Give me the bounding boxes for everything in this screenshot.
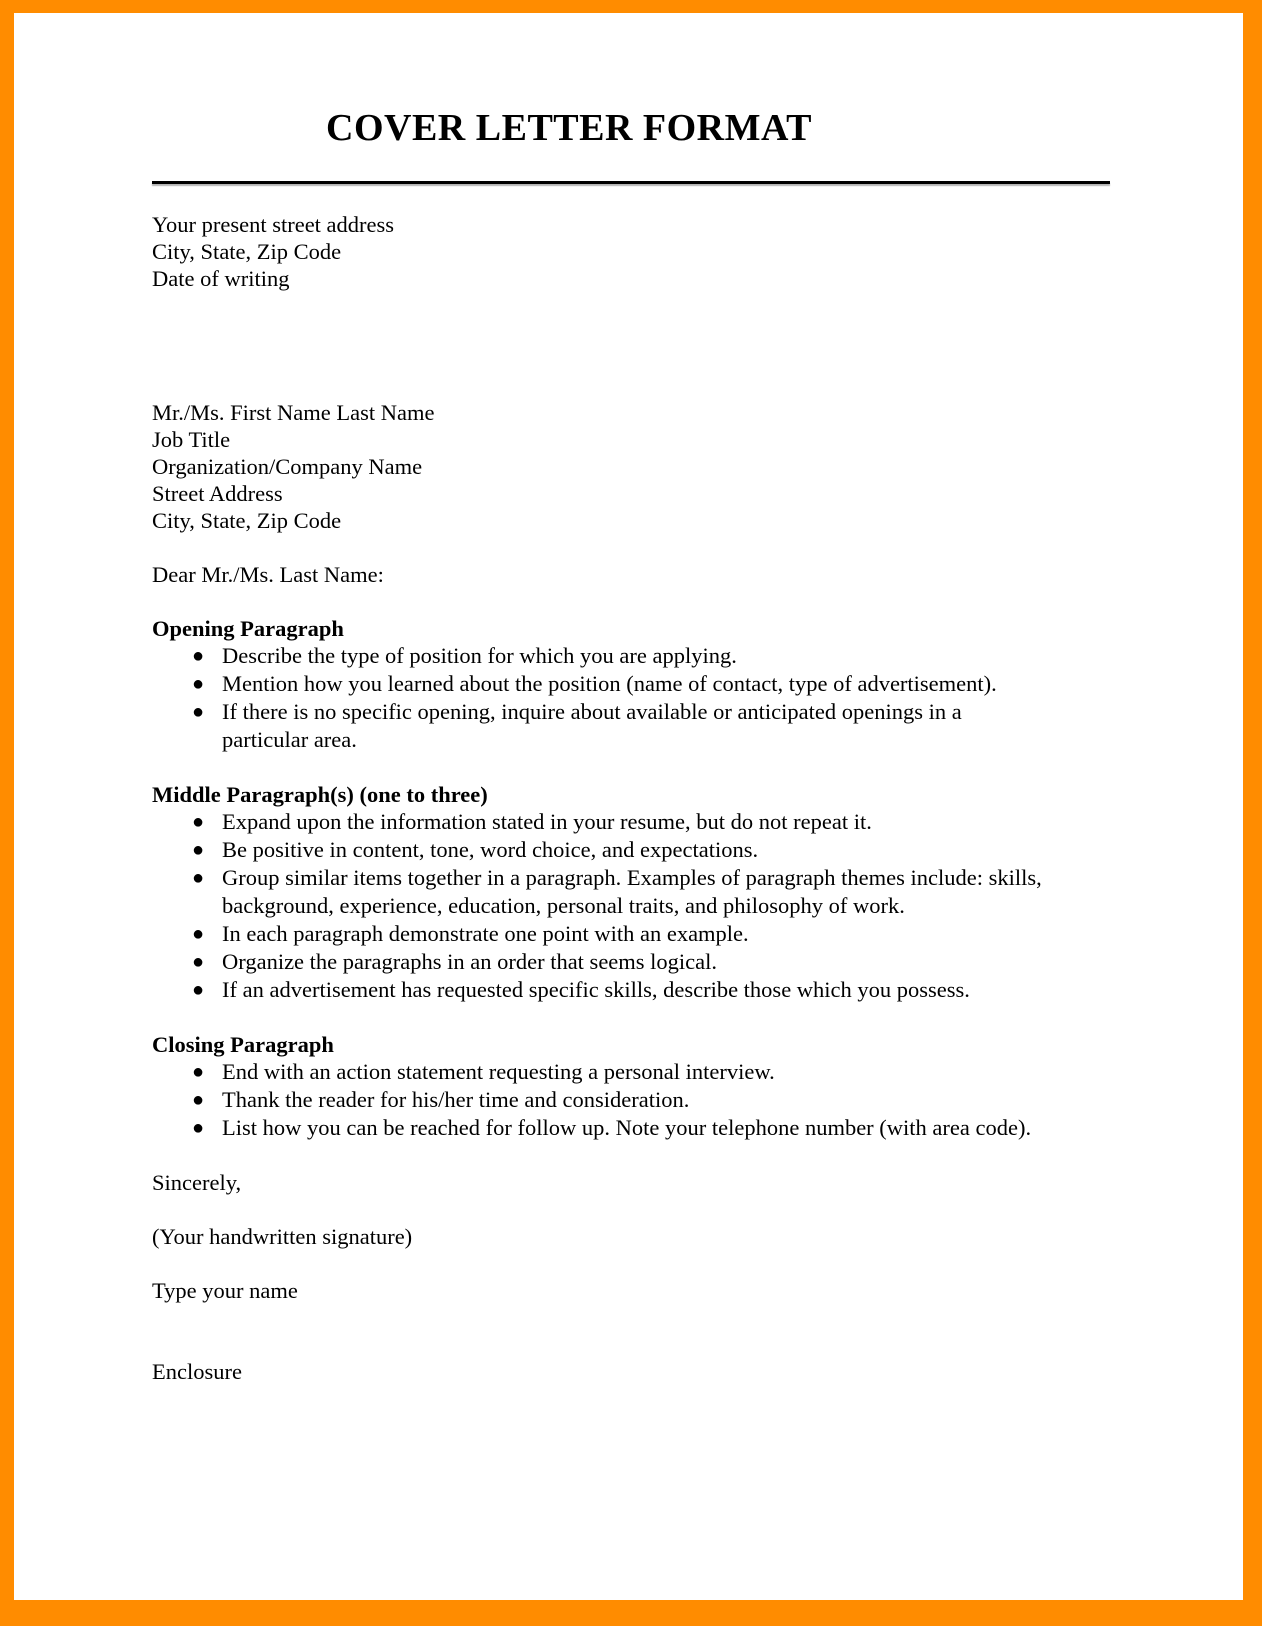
bullet-dot-icon: ● — [192, 867, 205, 889]
sender-address-block — [152, 211, 1052, 292]
list-item — [152, 1058, 1052, 1086]
list-item — [152, 1086, 1052, 1114]
list-item-text: Thank the reader for his/her time and consideration. — [222, 1087, 690, 1112]
list-item-text: End with an action statement requesting a personal interview. — [222, 1059, 775, 1084]
enclosure-notation: Enclosure — [152, 1359, 242, 1384]
bullet-dot-icon: ● — [192, 645, 205, 667]
spacer — [152, 588, 1052, 615]
list-item-text: In each paragraph demonstrate one point with an example. — [222, 921, 749, 946]
list-item-text: Group similar items together in a paragraph. Examples of paragraph themes include: skills, background, experience, education, personal traits, and philosophy of work. — [222, 865, 1042, 918]
list-item — [152, 808, 1052, 836]
bullet-list-middle — [152, 808, 1052, 1004]
bullet-dot-icon: ● — [192, 1089, 205, 1111]
list-item-text: If there is no specific opening, inquire about available or anticipated openings in a particular area. — [222, 699, 962, 752]
recipient-line: Street Address — [152, 481, 283, 506]
bullet-list-opening — [152, 642, 1052, 754]
document-sheet — [14, 13, 1243, 1600]
section-heading-opening: Opening Paragraph — [152, 616, 344, 641]
bullet-dot-icon: ● — [192, 923, 205, 945]
salutation: Dear Mr./Ms. Last Name: — [152, 562, 384, 587]
spacer — [152, 1196, 1052, 1223]
list-item-text: Expand upon the information stated in your resume, but do not repeat it. — [222, 809, 872, 834]
spacer — [152, 1250, 1052, 1277]
list-item-text: Be positive in content, tone, word choice, and expectations. — [222, 837, 759, 862]
bullet-dot-icon: ● — [192, 811, 205, 833]
spacer — [152, 754, 1052, 781]
list-item — [152, 864, 1052, 920]
list-item — [152, 698, 1052, 754]
title-divider-rule — [152, 181, 1110, 184]
list-item-text: List how you can be reached for follow up. Note your telephone number (with area code). — [222, 1115, 1032, 1140]
list-item — [152, 1114, 1052, 1142]
spacer — [152, 292, 1052, 399]
sender-line: City, State, Zip Code — [152, 239, 342, 264]
section-heading-middle: Middle Paragraph(s) (one to three) — [152, 782, 488, 807]
orange-border-right — [1243, 0, 1262, 1626]
list-item — [152, 642, 1052, 670]
signature-placeholder: (Your handwritten signature) — [152, 1224, 413, 1249]
section-heading-closing: Closing Paragraph — [152, 1032, 334, 1057]
bullet-dot-icon: ● — [192, 1061, 205, 1083]
typed-name-placeholder: Type your name — [152, 1278, 298, 1303]
recipient-line: Mr./Ms. First Name Last Name — [152, 400, 435, 425]
list-item-text: Describe the type of position for which you are applying. — [222, 643, 737, 668]
complimentary-close: Sincerely, — [152, 1170, 242, 1195]
bullet-dot-icon: ● — [192, 1117, 205, 1139]
list-item — [152, 948, 1052, 976]
spacer — [152, 1142, 1052, 1169]
spacer — [152, 1004, 1052, 1031]
list-item — [152, 670, 1052, 698]
orange-border-left — [0, 0, 14, 1626]
recipient-line: Job Title — [152, 427, 231, 452]
bullet-dot-icon: ● — [192, 951, 205, 973]
bullet-list-closing — [152, 1058, 1052, 1142]
sender-line: Date of writing — [152, 266, 290, 291]
bullet-dot-icon: ● — [192, 839, 205, 861]
list-item-text: If an advertisement has requested specific skills, describe those which you possess. — [222, 977, 970, 1002]
bullet-dot-icon: ● — [192, 673, 205, 695]
page-title: COVER LETTER FORMAT — [326, 107, 812, 149]
list-item — [152, 976, 1052, 1004]
list-item — [152, 920, 1052, 948]
bullet-dot-icon: ● — [192, 979, 205, 1001]
orange-border-top — [0, 0, 1262, 13]
list-item-text: Organize the paragraphs in an order that seems logical. — [222, 949, 718, 974]
spacer — [152, 1304, 1052, 1358]
spacer — [152, 534, 1052, 561]
orange-border-bottom — [0, 1600, 1262, 1626]
list-item — [152, 836, 1052, 864]
recipient-address-block — [152, 399, 1052, 534]
bullet-dot-icon: ● — [192, 701, 205, 723]
recipient-line: City, State, Zip Code — [152, 508, 342, 533]
sender-line: Your present street address — [152, 212, 395, 237]
list-item-text: Mention how you learned about the position (name of contact, type of advertisement). — [222, 671, 997, 696]
recipient-line: Organization/Company Name — [152, 454, 423, 479]
letter-body — [152, 211, 1052, 1385]
